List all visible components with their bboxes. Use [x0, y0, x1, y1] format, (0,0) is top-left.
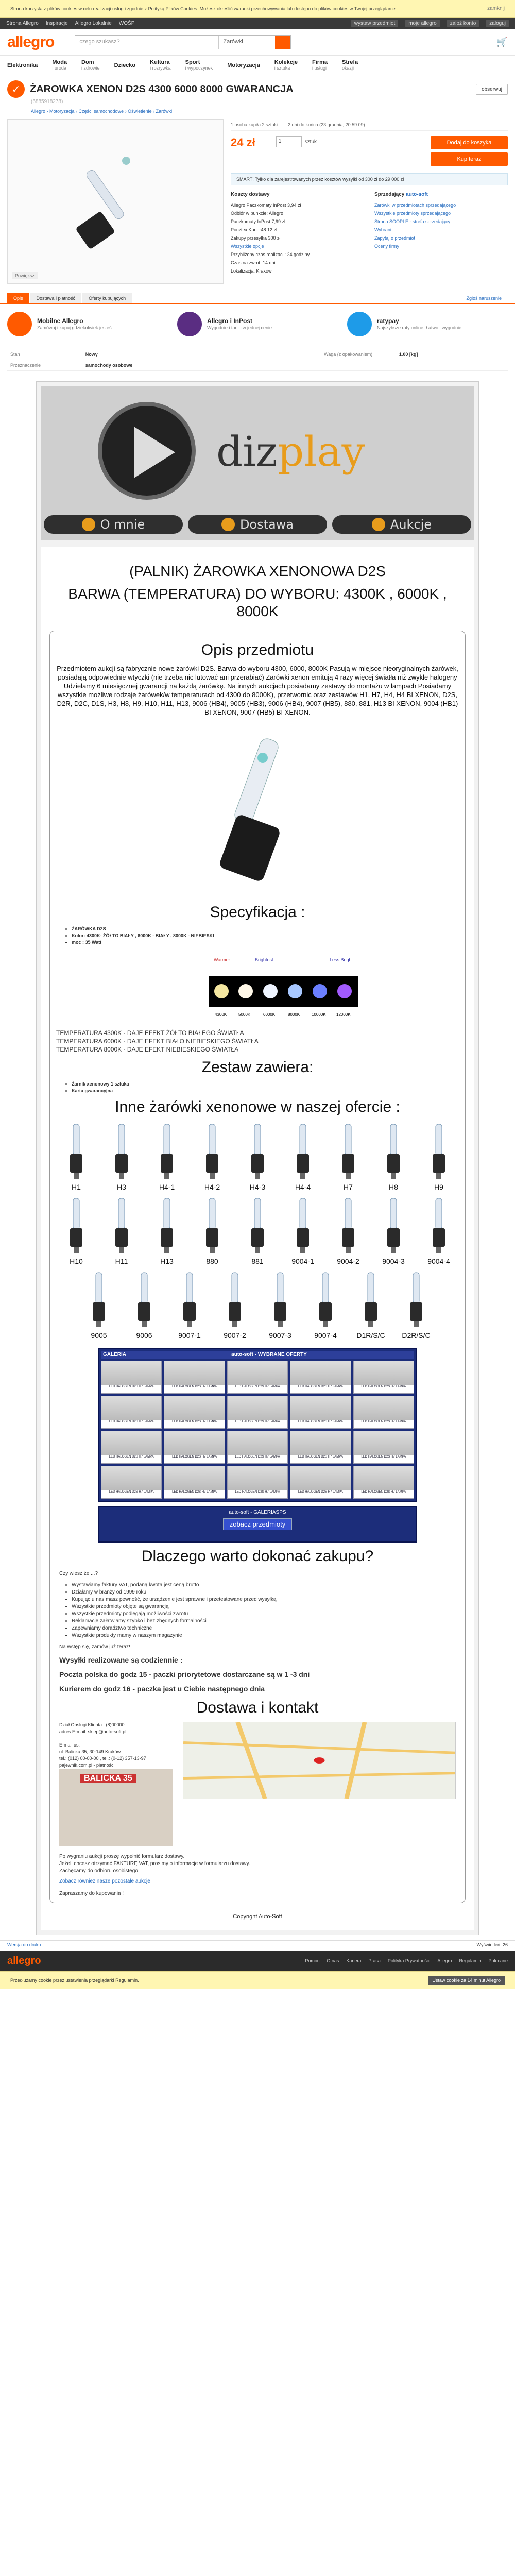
- gallery-item[interactable]: LED HALOGEN D2S H7 LAMPA: [101, 1396, 162, 1429]
- list-item: • Wystawiamy faktury VAT, podaną kwota jest ceną brutto: [72, 1582, 443, 1589]
- gallery-item[interactable]: LED HALOGEN D2S H7 LAMPA: [353, 1361, 414, 1394]
- cookie-close-button[interactable]: zamknij: [487, 6, 505, 11]
- bulb-icon: [179, 1269, 200, 1331]
- tab-dostawa[interactable]: Dostawa i płatność: [30, 293, 82, 303]
- category-item[interactable]: Kolekcje i sztuka: [274, 59, 298, 71]
- spec-title: Specyfikacja :: [210, 904, 305, 921]
- price: 24 zł: [231, 136, 255, 149]
- breadcrumb[interactable]: Allegro › Motoryzacja › Części samochodowe › Oświetlenie › Żarówki: [31, 109, 173, 114]
- bulb-item: H1: [58, 1121, 94, 1191]
- bulb-item: 880: [194, 1195, 230, 1265]
- shipping-row: Zakupy przesyłka 300 zł: [231, 235, 281, 241]
- seller-link[interactable]: Wszystkie przedmioty sprzedającego: [374, 211, 451, 216]
- shipping-box: [231, 191, 364, 275]
- footer-logo[interactable]: allegro: [7, 1955, 41, 1967]
- table-row: Stan Nowy Waga (z opakowaniem) 1.00 [kg]: [7, 349, 508, 360]
- realization-time: Przybliżony czas realizacji: 24 godziny: [231, 252, 310, 257]
- shipping-title: Koszty dostawy: [231, 192, 270, 197]
- list-item: • Kolor: 4300K- ŻÓŁTO BIAŁY , 6000K - BIAŁY , 8000K - NIEBIESKI: [72, 933, 443, 938]
- opis-text: Przedmiotem aukcji są fabrycznie nowe żarówki D2S. Barwa do wyboru 4300, 6000, 8000K Pasują w miejsce nieoryginalnych żarówek, posiadają odpowiednie wtyczki (nie trzeba nic lutować ani przerabiać) Żarówki xenon emitują 4 razy więcej światła niż zwykłe halogeny Udzielamy 6 miesięcznej gwarancji na każdą żarówkę. Na innych aukcjach posiadamy zestawy do montażu w lampach Posiadamy wszystkie możliwe rodzaje żarówek/w temperaturach od 4300 do 8000K), przetwornic oraz zestawów H1, H7, H4, H4 BI XENON, D2S, D2R, D2C, D1S, H3, H8, H9, H10, H11, H13, 9006 (HB4), 9005 (HB3), 9006 (HB4), 9007 (HB5), 880, 881, H13 BI XENON, 9004 (HB1) BI XENON, 9007 (HB5) BI XENON.: [57, 665, 458, 716]
- topnav-link[interactable]: Strona Allegro: [6, 20, 39, 26]
- bulb-item: H3: [104, 1121, 140, 1191]
- product-photo[interactable]: [7, 119, 224, 284]
- color-temperature-chart: [209, 955, 358, 1022]
- list-item: • Wszystkie produkty mamy w naszym magazynie: [72, 1632, 443, 1639]
- gallery-item[interactable]: LED HALOGEN D2S H7 LAMPA: [353, 1431, 414, 1464]
- list-item: • Żarnik xenonowy 1 sztuka: [72, 1081, 443, 1087]
- gallery-item[interactable]: LED HALOGEN D2S H7 LAMPA: [164, 1396, 225, 1429]
- auctions-pill-button[interactable]: Aukcje: [332, 515, 471, 534]
- about-pill-button[interactable]: O mnie: [44, 515, 183, 534]
- search-button[interactable]: [275, 36, 290, 49]
- bulb-icon: [111, 1195, 132, 1257]
- shipping-row: Pocztex Kurier48 12 zł: [231, 227, 278, 232]
- bulb-icon: [383, 1195, 404, 1257]
- bulb-item: 9004-3: [375, 1195, 411, 1265]
- bulb-item: 9004-1: [285, 1195, 321, 1265]
- gallery-item[interactable]: LED HALOGEN D2S H7 LAMPA: [290, 1431, 351, 1464]
- bulb-icon: [293, 1195, 313, 1257]
- list-item-button[interactable]: wystaw przedmiot: [351, 20, 398, 27]
- bulb-icon: [89, 1269, 109, 1331]
- why-section: Czy wiesz że ...? • Wystawiamy faktury VAT, podaną kwota jest ceną brutto • Działamy w branży od 1999 roku • Kupując u nas masz pewność, że urządzenie jest sprawne i przetestowane przed wysyłką • Wszystkie przedmioty objęte są gwarancją • Wszystkie przedmioty podlegają możliwości zwrotu • Reklamacje załatwiamy szybko i bez zbędnych formalności • Zapewniamy doradztwo techniczne • Wszystkie produkty mamy w naszym magazynie Na wstęp się, zamów już teraz! Wysyłki realizowane są codziennie : Poczta polska do godz 15 - paczki priorytetowe dostarczane są w 1 -3 dni Kurierem do godz 16 - paczka jest u Ciebie następnego dnia: [56, 1570, 459, 1694]
- seller-link[interactable]: Zapytaj o przedmiot: [374, 235, 416, 241]
- bulb-icon: [406, 1269, 426, 1331]
- offer-badge-icon: ✓: [7, 80, 25, 98]
- copyright: Copyright Auto-Soft: [233, 1913, 282, 1920]
- see-items-button[interactable]: zobacz przedmioty: [223, 1518, 292, 1530]
- search-category-select[interactable]: Zarówki: [218, 36, 275, 49]
- top-nav: [0, 18, 515, 29]
- svg-text:5000K: 5000K: [238, 1012, 251, 1017]
- seller-link[interactable]: Strona SOOPLE - strefa sprzedający: [374, 219, 451, 224]
- svg-text:Warmer: Warmer: [214, 957, 230, 962]
- bulb-icon: [225, 1269, 245, 1331]
- svg-text:8000K: 8000K: [288, 1012, 300, 1017]
- svg-text:12000K: 12000K: [336, 1012, 351, 1017]
- bulb-item: 9004-4: [421, 1195, 457, 1265]
- bulb-icon: [66, 1195, 87, 1257]
- footer-link[interactable]: Allegro: [437, 1958, 452, 1963]
- bulb-icon: [202, 1121, 222, 1183]
- bulb-item: 9007-1: [171, 1269, 208, 1340]
- bulb-item: H10: [58, 1195, 94, 1265]
- footer-top: [0, 1940, 515, 1951]
- list-item: • Zapewniamy doradztwo techniczne: [72, 1625, 443, 1632]
- bulb-item: H4-2: [194, 1121, 230, 1191]
- description: [36, 381, 479, 1935]
- bulb-icon: [338, 1195, 358, 1257]
- shipping-row: Paczkomaty InPost 7,99 zł: [231, 219, 286, 224]
- gallery-item[interactable]: LED HALOGEN D2S H7 LAMPA: [290, 1396, 351, 1429]
- footer-link[interactable]: O nas: [327, 1958, 339, 1963]
- category-item[interactable]: Elektronika: [7, 62, 38, 69]
- location: Lokalizacja: Kraków: [231, 268, 272, 274]
- footer-link[interactable]: Prasa: [368, 1958, 381, 1963]
- svg-text:6000K: 6000K: [263, 1012, 276, 1017]
- bulb-icon: [247, 1195, 268, 1257]
- temp-line: TEMPERATURA 6000K - DAJE EFEKT BIAŁO NIEBIESKIEGO ŚWIATŁA: [56, 1038, 259, 1045]
- print-link[interactable]: Wersja do druku: [7, 1942, 41, 1947]
- bulb-icon: [383, 1121, 404, 1183]
- tab-oferty[interactable]: Oferty kupujących: [82, 293, 132, 303]
- brand-logo: dizplay: [216, 428, 365, 476]
- table-row: Przeznaczenie samochody osobowe: [7, 360, 508, 371]
- offer-main: [0, 117, 515, 286]
- d2s-bulb-image: [206, 727, 309, 887]
- bulb-item: D1R/S/C: [353, 1269, 389, 1340]
- inpost-icon: [177, 312, 202, 336]
- allegro-logo[interactable]: allegro: [7, 33, 55, 50]
- footer: [0, 1951, 515, 1971]
- offer-details: [231, 119, 508, 284]
- register-button[interactable]: zaloż konto: [447, 20, 479, 27]
- list-item: • moc : 35 Watt: [72, 940, 443, 945]
- category-item[interactable]: Kultura i rozrywka: [150, 59, 171, 71]
- description-tabs: [0, 293, 515, 304]
- gallery-item[interactable]: LED HALOGEN D2S H7 LAMPA: [101, 1431, 162, 1464]
- return-time: Czas na zwrot: 14 dni: [231, 260, 276, 265]
- gallery-item[interactable]: LED HALOGEN D2S H7 LAMPA: [164, 1361, 225, 1394]
- description-inner: Opis przedmiotu Przedmiotem aukcji są fabrycznie nowe żarówki D2S. Barwa do wyboru 4300, 6000, 8000K Pasują w miejsce nieoryginalnych żarówek, posiadają odpowiednie wtyczki (nie trzeba nic lutować ani przerabiać) Żarówki xenon emitują 4 razy więcej światła niż zwykłe halogeny Udzielamy 6 miesięcznej gwarancji na każdą żarówkę. Na innych aukcjach posiadamy zestawy do montażu w lampach Posiadamy wszystkie możliwe rodzaje żarówek/w temperaturach od 4300 do 8000K), przetwornic oraz zestawów H1, H7, H4, H4 BI XENON, D2S, D2R, D2C, D1S, H3, H8, H9, H10, H11, H13, 9006 (HB4), 9005 (HB3), 9006 (HB4), 9007 (HB5), 880, 881, H13 BI XENON, 9004 (HB1) BI XENON, 9007 (HB5) BI XENON. Specyfikacja : • ŻARÓWKA D2S • Kolor: 4300K- ŻÓŁTO BIAŁY , 6000K - BIAŁY , 8000K - NIEBIESKI • moc : 35 Watt Warmer Brightest Less Bright 4300K 5000K 6000K 8000K 10000K 12000K TEMPERATURA 4300K - DAJE EFEKT ŻÓŁTO BIAŁEGO ŚWIATŁA TEMPERATURA 6000K - DAJE EFEKT BIAŁO NIEBIESKIEGO ŚWIATŁA TEMPERATURA 8000K - DAJE EFEKT NIEBIESKIEGO ŚWIATŁA Zestaw zawiera: • Żarnik xenonowy 1 sztuka • Karta gwarancyjna Inne żarówki xenonowe w naszej ofercie : H1 H3 H4-1 H4-2 H4-3 H4-4 H7 H8 H9 H10 H11 H13 880 881 9004-1 9004-2 9004-3 9004-4 9005 9006 9007-1 9007-2 9007-3 9007-4 D1R/S/C D2R/S/C GALERIA auto-soft - WYBRANE OFERTY LED HALOGEN D2S H7 LAMPA LED HALOGEN D2S H7 LAMPA LED HALOGEN D2S H7 LAMPA LED HALOGEN D2S H7 LAMPA LED HALOGEN D2S H7 LAMPA LED HALOGEN D2S H7 LAMPA LED HALOGEN D2S H7 LAMPA LED HALOGEN D2S H7 LAMPA LED HALOGEN D2S H7 LAMPA LED HALOGEN D2S H7 LAMPA LED HALOGEN D2S H7 LAMPA LED HALOGEN D2S H7 LAMPA LED HALOGEN D2S H7 LAMPA LED HALOGEN D2S H7 LAMPA LED HALOGEN D2S H7 LAMPA LED HALOGEN D2S H7 LAMPA LED HALOGEN D2S H7 LAMPA LED HALOGEN D2S H7 LAMPA LED HALOGEN D2S H7 LAMPA LED HALOGEN D2S H7 LAMPA auto-soft - GALERIASPS zobacz przedmioty Dlaczego warto dokonać zakupu? Czy wiesz że ...? • Wystawiamy faktury VAT, podaną kwota jest ceną brutto • Działamy w branży od 1999 roku • Kupując u nas masz pewność, że urządzenie jest sprawne i przetestowane przed wysyłką • Wszystkie przedmioty objęte są gwarancją • Wszystkie przedmioty podlegają możliwości zwrotu • Reklamacje załatwiamy szybko i bez zbędnych formalności • Zapewniamy doradztwo techniczne • Wszystkie produkty mamy w naszym magazynie Na wstęp się, zamów już teraz! Wysyłki realizowane są codziennie : Poczta polska do godz 15 - paczki priorytetowe dostarczane są w 1 -3 dni Kurierem do godz 16 - paczka jest u Ciebie następnego dnia Dostawa i kontakt Dział Obsługi Klienta : (8)00000 adres E-mail: sklep@auto-soft.pl E-mail us: ul. Balicka 35, 30-149 Kraków tel.: (012) 00-00-00 , tel.: (0-12) 357-13-97 pajewnik.com.pl - płatności BALICKA 35 Po wygraniu aukcji proszę wypełnić formularz dostawy. Jeżeli chcesz otrzymać FAKTURĘ VAT, prosimy o informacje w formularzu dostawy. Zachęcamy do odbioru osobistego Zobacz również nasze pozostałe aukcje Zapraszamy do kupowania !: [49, 631, 466, 1903]
- gallery-item[interactable]: LED HALOGEN D2S H7 LAMPA: [164, 1431, 225, 1464]
- xenon-bulb-image: [70, 140, 157, 253]
- bulb-item: H11: [104, 1195, 140, 1265]
- shop-photo: BALICKA 35: [59, 1769, 173, 1846]
- bulb-item: H7: [330, 1121, 366, 1191]
- promo-item[interactable]: Allegro i InPost Wygodnie i tanio w jednej cenie: [177, 312, 332, 336]
- bulb-icon: [293, 1121, 313, 1183]
- bulb-item: H9: [421, 1121, 457, 1191]
- add-to-cart-button[interactable]: Dodaj do koszyka: [431, 136, 508, 149]
- footer-link[interactable]: Pomoc: [305, 1958, 320, 1963]
- bulb-icon: [315, 1269, 336, 1331]
- bulb-icon: [202, 1195, 222, 1257]
- bulb-icon: [428, 1195, 449, 1257]
- topnav-link[interactable]: Allegro Lokalnie: [75, 20, 112, 26]
- bulb-item: H4-3: [239, 1121, 276, 1191]
- quantity-input[interactable]: 1: [276, 136, 302, 147]
- promo-row: [0, 304, 515, 344]
- bulb-icon: [111, 1121, 132, 1183]
- zoom-button[interactable]: Powiększ: [12, 272, 38, 279]
- bulb-icon: [428, 1121, 449, 1183]
- smart-banner: SMART! Tylko dla zarejestrowanych przez kosztów wysyłki od 300 zł do 29 000 zł: [231, 173, 508, 185]
- attributes: [0, 344, 515, 376]
- category-item[interactable]: Moda i uroda: [52, 59, 67, 71]
- footer-link[interactable]: Polecane: [488, 1958, 508, 1963]
- list-item: • Wszystkie przedmioty podlegają możliwości zwrotu: [72, 1611, 443, 1618]
- contact-section: Dział Obsługi Klienta : (8)00000 adres E-mail: sklep@auto-soft.pl E-mail us: ul. Balicka 35, 30-149 Kraków tel.: (012) 00-00-00 , tel.: (0-12) 357-13-97 pajewnik.com.pl - płatności BALICKA 35: [56, 1722, 459, 1846]
- gallery-item[interactable]: LED HALOGEN D2S H7 LAMPA: [164, 1466, 225, 1499]
- bulb-icon: [157, 1195, 177, 1257]
- gallery-item[interactable]: LED HALOGEN D2S H7 LAMPA: [227, 1466, 288, 1499]
- temp-line: TEMPERATURA 8000K - DAJE EFEKT NIEBIESKIEGO ŚWIATŁA: [56, 1046, 239, 1053]
- footer-link[interactable]: Kariera: [346, 1958, 362, 1963]
- dizplay-banner: [41, 386, 474, 540]
- bulb-item: H8: [375, 1121, 411, 1191]
- bulb-item: 9007-2: [217, 1269, 253, 1340]
- svg-text:Brightest: Brightest: [255, 957, 273, 962]
- temp-line: TEMPERATURA 4300K - DAJE EFEKT ŻÓŁTO BIAŁEGO ŚWIATŁA: [56, 1029, 244, 1037]
- gallery-item[interactable]: LED HALOGEN D2S H7 LAMPA: [101, 1466, 162, 1499]
- bulb-item: H4-4: [285, 1121, 321, 1191]
- shipping-row: Odbiór w punkcie: Allegro: [231, 211, 284, 216]
- opis-title: Opis przedmiotu: [201, 641, 314, 658]
- item-id: (6885918278): [31, 99, 63, 105]
- desc-heading: BARWA (TEMPERATURA) DO WYBORU: 4300K , 6000K , 8000K: [68, 586, 447, 619]
- bottom-cookie: Przedłużamy cookie przez ustawienia przeglądarki Regulamin. Ustaw cookie za 14 minut Allegro: [0, 1971, 515, 1989]
- list-item: • Karta gwarancyjna: [72, 1088, 443, 1093]
- bulb-item: H13: [149, 1195, 185, 1265]
- tab-opis[interactable]: Opis: [7, 293, 29, 303]
- gallery-item[interactable]: LED HALOGEN D2S H7 LAMPA: [353, 1466, 414, 1499]
- bulb-icon: [270, 1269, 290, 1331]
- gallery-item[interactable]: LED HALOGEN D2S H7 LAMPA: [101, 1361, 162, 1394]
- shipping-more-link[interactable]: Wszystkie opcje: [231, 244, 264, 249]
- bulb-icon: [157, 1121, 177, 1183]
- buy-now-button[interactable]: Kup teraz: [431, 152, 508, 166]
- gallery-2: auto-soft - GALERIASPS zobacz przedmioty: [98, 1506, 417, 1543]
- bulb-item: 9005: [81, 1269, 117, 1340]
- bulb-icon: [247, 1121, 268, 1183]
- quantity-unit: sztuk: [304, 139, 317, 145]
- shipping-row: Allegro Paczkomaty InPost 3,94 zł: [231, 202, 301, 208]
- search-input[interactable]: czego szukasz?: [79, 38, 120, 45]
- category-item[interactable]: Strefa okazji: [341, 59, 358, 71]
- why-title: Dlaczego warto dokonać zakupu?: [141, 1548, 374, 1565]
- svg-text:Less Bright: Less Bright: [330, 957, 353, 962]
- bulb-item: 9007-4: [307, 1269, 344, 1340]
- category-item[interactable]: Motoryzacja: [227, 62, 260, 69]
- ratypay-icon: [347, 312, 372, 336]
- map-image[interactable]: [183, 1722, 456, 1799]
- seller-title: Sprzedający: [374, 192, 405, 197]
- list-item: • Działamy w branży od 1999 roku: [72, 1589, 443, 1596]
- cookie-bar: [0, 0, 515, 18]
- seller-link[interactable]: Oceny firmy: [374, 244, 400, 249]
- footer-link[interactable]: Polityka Prywatności: [387, 1958, 431, 1963]
- cookie-text: Strona korzysta z plików cookies w celu realizacji usług i zgodnie z Polityką Plików Cookies. Możesz określić warunki przechowywania lub dostępu do plików cookies w Twojej przeglądarce.: [10, 6, 397, 11]
- bulb-icon: [360, 1269, 381, 1331]
- zestaw-title: Zestaw zawiera:: [201, 1059, 314, 1076]
- list-item: • Wszystkie przedmioty objęte są gwarancją: [72, 1603, 443, 1611]
- desc-heading: (PALNIK) ŻAROWKA XENONOWA D2S: [129, 563, 386, 579]
- cookie-settings-button[interactable]: Ustaw cookie za 14 minut Allegro: [428, 1976, 505, 1985]
- topnav-link[interactable]: WOŚP: [118, 20, 135, 26]
- other-auctions-link[interactable]: Zobacz również nasze pozostałe aukcje: [59, 1878, 150, 1884]
- category-item[interactable]: Dom i zdrowie: [81, 59, 100, 71]
- list-item: • Reklamacje załatwiamy szybko i bez zbędnych formalności: [72, 1618, 443, 1625]
- bulb-grid: [56, 1121, 459, 1340]
- list-item: • ŻARÓWKA D2S: [72, 926, 443, 931]
- bulb-item: H4-1: [149, 1121, 185, 1191]
- delivery-pill-button[interactable]: Dostawa: [188, 515, 327, 534]
- gallery-item[interactable]: LED HALOGEN D2S H7 LAMPA: [290, 1466, 351, 1499]
- item-title: ŻAROWKA XENON D2S 4300 6000 8000 GWARANCJA: [30, 83, 294, 95]
- gallery-item[interactable]: LED HALOGEN D2S H7 LAMPA: [227, 1396, 288, 1429]
- promo-item[interactable]: Mobilne Allegro Zamówaj i kupuj gdziekolwiek jesteś: [7, 312, 162, 336]
- gallery-item[interactable]: LED HALOGEN D2S H7 LAMPA: [290, 1361, 351, 1394]
- category-item[interactable]: Sport i wypoczynek: [185, 59, 213, 71]
- list-item: • Kupując u nas masz pewność, że urządzenie jest sprawne i przetestowane przed wysyłką: [72, 1596, 443, 1603]
- report-link[interactable]: Zgłoś naruszenie: [466, 296, 502, 301]
- bulb-item: 881: [239, 1195, 276, 1265]
- gallery-item[interactable]: LED HALOGEN D2S H7 LAMPA: [353, 1396, 414, 1429]
- time-left: 2 dni do końca (23 grudnia, 20:59:09): [288, 122, 365, 127]
- footer-link[interactable]: Regulamin: [459, 1958, 482, 1963]
- bulb-item: 9007-3: [262, 1269, 298, 1340]
- mobile-icon: [7, 312, 32, 336]
- bulb-item: 9006: [126, 1269, 162, 1340]
- topnav-link[interactable]: Inspiracje: [45, 20, 68, 26]
- bulb-item: D2R/S/C: [398, 1269, 434, 1340]
- inne-title: Inne żarówki xenonowe w naszej ofercie :: [115, 1098, 400, 1115]
- login-button[interactable]: zaloguj: [486, 20, 509, 27]
- bulb-icon: [134, 1269, 154, 1331]
- my-allegro-button[interactable]: moje allegro: [405, 20, 439, 27]
- category-nav: [0, 56, 515, 75]
- bulb-icon: [66, 1121, 87, 1183]
- description-body: [41, 547, 474, 1930]
- svg-text:10000K: 10000K: [312, 1012, 326, 1017]
- search-bar: [75, 35, 291, 49]
- cart-icon[interactable]: 🛒: [496, 37, 508, 47]
- sold-count: 1 osoba kupiła 2 sztuki: [231, 122, 278, 127]
- gallery: GALERIA auto-soft - WYBRANE OFERTY LED HALOGEN D2S H7 LAMPA LED HALOGEN D2S H7 LAMPA LED HALOGEN D2S H7 LAMPA LED HALOGEN D2S H7 LAMPA LED HALOGEN D2S H7 LAMPA LED HALOGEN D2S H7 LAMPA LED HALOGEN D2S H7 LAMPA LED HALOGEN D2S H7 LAMPA LED HALOGEN D2S H7 LAMPA LED HALOGEN D2S H7 LAMPA LED HALOGEN D2S H7 LAMPA LED HALOGEN D2S H7 LAMPA LED HALOGEN D2S H7 LAMPA LED HALOGEN D2S H7 LAMPA LED HALOGEN D2S H7 LAMPA LED HALOGEN D2S H7 LAMPA LED HALOGEN D2S H7 LAMPA LED HALOGEN D2S H7 LAMPA LED HALOGEN D2S H7 LAMPA LED HALOGEN D2S H7 LAMPA: [98, 1348, 417, 1502]
- observe-button[interactable]: obserwuj: [476, 84, 508, 95]
- seller-link[interactable]: Zarówki w przedmiotach sprzedającego: [374, 202, 456, 208]
- header: [0, 29, 515, 56]
- gallery-item[interactable]: LED HALOGEN D2S H7 LAMPA: [227, 1361, 288, 1394]
- seller-link[interactable]: Wybrani: [374, 227, 391, 232]
- bulb-item: 9004-2: [330, 1195, 366, 1265]
- seller-name[interactable]: auto-soft: [406, 192, 428, 197]
- item-title-row: [0, 75, 515, 98]
- promo-item[interactable]: ratypay Najszybsze raty online. Łatwo i wygodnie: [347, 312, 502, 336]
- category-item[interactable]: Dziecko: [114, 62, 136, 69]
- bulb-icon: [338, 1121, 358, 1183]
- view-count: Wyświetleń: 26: [476, 1942, 508, 1947]
- seller-box: [374, 191, 508, 275]
- play-logo-icon: [98, 402, 196, 500]
- gallery-item[interactable]: LED HALOGEN D2S H7 LAMPA: [227, 1431, 288, 1464]
- contact-title: Dostawa i kontakt: [196, 1699, 319, 1716]
- svg-text:4300K: 4300K: [215, 1012, 227, 1017]
- category-item[interactable]: Firma i usługi: [312, 59, 328, 71]
